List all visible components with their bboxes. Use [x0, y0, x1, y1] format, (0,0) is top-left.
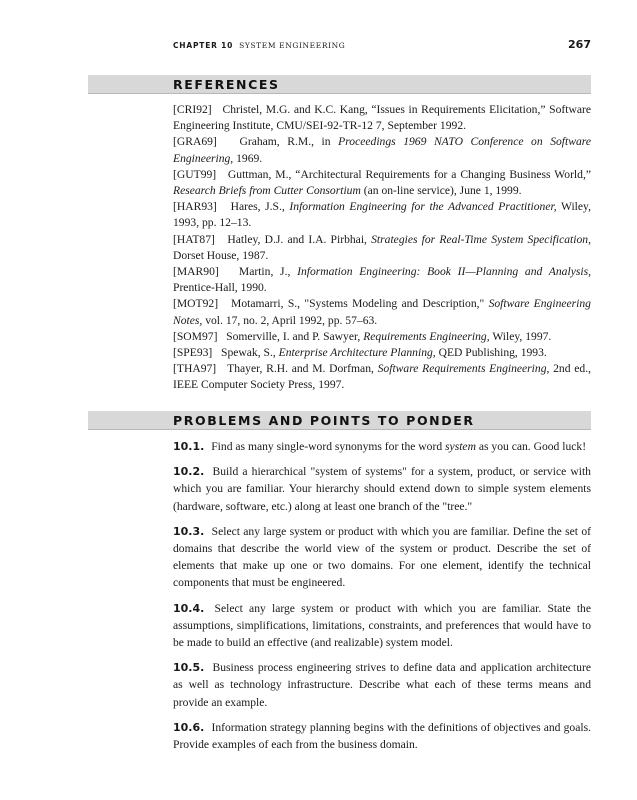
reference-key: [GRA69] — [173, 135, 217, 149]
problem-number: 10.2. — [173, 465, 205, 479]
reference-entry: [GUT99] Guttman, M., “Architectural Requirements for a Changing Business World,” Research Briefs from Cutter Consortium (an on-line service), June 1, 1999. — [173, 167, 591, 198]
problems-heading: PROBLEMS AND POINTS TO PONDER — [173, 413, 475, 428]
problems-heading-bar — [88, 411, 591, 430]
reference-entry: [THA97] Thayer, R.H. and M. Dorfman, Software Requirements Engineering, 2nd ed., IEEE Computer Society Press, 1997. — [173, 362, 591, 392]
problem-number: 10.5. — [173, 661, 205, 675]
problems-list — [173, 438, 591, 761]
reference-entry: [MOT92] Motamarri, S., "Systems Modeling and Description," Software Engineering Notes, vol. 17, no. 2, April 1992, pp. 57–63. — [173, 297, 591, 327]
problem-item: 10.1. Find as many single-word synonyms for the word system as you can. Good luck! — [173, 440, 587, 453]
chapter-number: CHAPTER 10 — [173, 41, 234, 50]
problem-item: 10.4. Select any large system or product with which you are familiar. State the assumptions, simplifications, limitations, constraints, and preferences that would have to be made to build an effective (and realizable) system model. — [173, 601, 591, 650]
chapter-label — [173, 41, 345, 50]
problem-number: 10.4. — [173, 601, 205, 615]
reference-entry: [MAR90] Martin, J., Information Engineering: Book II—Planning and Analysis, Prentice-Hall, 1990. — [173, 265, 591, 295]
reference-entry: [SOM97] Somerville, I. and P. Sawyer, Requirements Engineering, Wiley, 1997. — [173, 329, 552, 343]
references-list — [173, 102, 591, 394]
reference-key: [HAR93] — [173, 200, 217, 214]
reference-entry: [HAR93] Hares, J.S., Information Engineering for the Advanced Practitioner, Wiley, 1993, pp. 12–13. — [173, 200, 591, 230]
reference-key: [GUT99] — [173, 167, 217, 181]
page-number: 267 — [568, 38, 591, 51]
reference-entry: [SPE93] Spewak, S., Enterprise Architecture Planning, QED Publishing, 1993. — [173, 346, 547, 360]
running-header — [173, 38, 591, 58]
problem-item: 10.6. Information strategy planning begins with the definitions of objectives and goals. Provide examples of each from the business domain. — [173, 720, 591, 752]
problem-number: 10.6. — [173, 720, 205, 734]
reference-key: [SPE93] — [173, 346, 213, 360]
reference-key: [HAT87] — [173, 232, 215, 246]
problem-item: 10.2. Build a hierarchical "system of systems" for a system, product, or service with which you are familiar. Your hierarchy should extend down to simple system elements (hardware, software, etc.) along at least one branch of the "tree." — [173, 465, 591, 513]
problem-item: 10.5. Business process engineering strives to define data and application architecture as well as technology infrastructure. Describe what each of these terms means and provide an example. — [173, 661, 591, 709]
reference-key: [THA97] — [173, 362, 217, 376]
chapter-title: SYSTEM ENGINEERING — [239, 41, 346, 50]
reference-key: [MOT92] — [173, 297, 219, 311]
reference-key: [CRI92] — [173, 103, 212, 116]
reference-entry: [HAT87] Hatley, D.J. and I.A. Pirbhai, Strategies for Real-Time System Specification, Dorset House, 1987. — [173, 232, 591, 262]
problem-number: 10.3. — [173, 524, 205, 538]
references-heading-bar — [88, 75, 591, 94]
reference-entry: [GRA69] Graham, R.M., in Proceedings 1969 NATO Conference on Software Engineering, 1969. — [173, 135, 591, 165]
problem-number: 10.1. — [173, 440, 205, 453]
references-heading: REFERENCES — [173, 77, 280, 92]
problem-item: 10.3. Select any large system or product with which you are familiar. Define the set of domains that describe the world view of the system or product. Describe the set of elements that make up one or two domains. For one element, identify the technical components that must be engineered. — [173, 524, 591, 590]
reference-key: [SOM97] — [173, 329, 218, 343]
reference-entry: [CRI92] Christel, M.G. and K.C. Kang, “Issues in Requirements Elicitation,” Software Engineering Institute, CMU/SEI-92-TR-12 7, September 1992. — [173, 103, 591, 133]
reference-key: [MAR90] — [173, 265, 219, 279]
